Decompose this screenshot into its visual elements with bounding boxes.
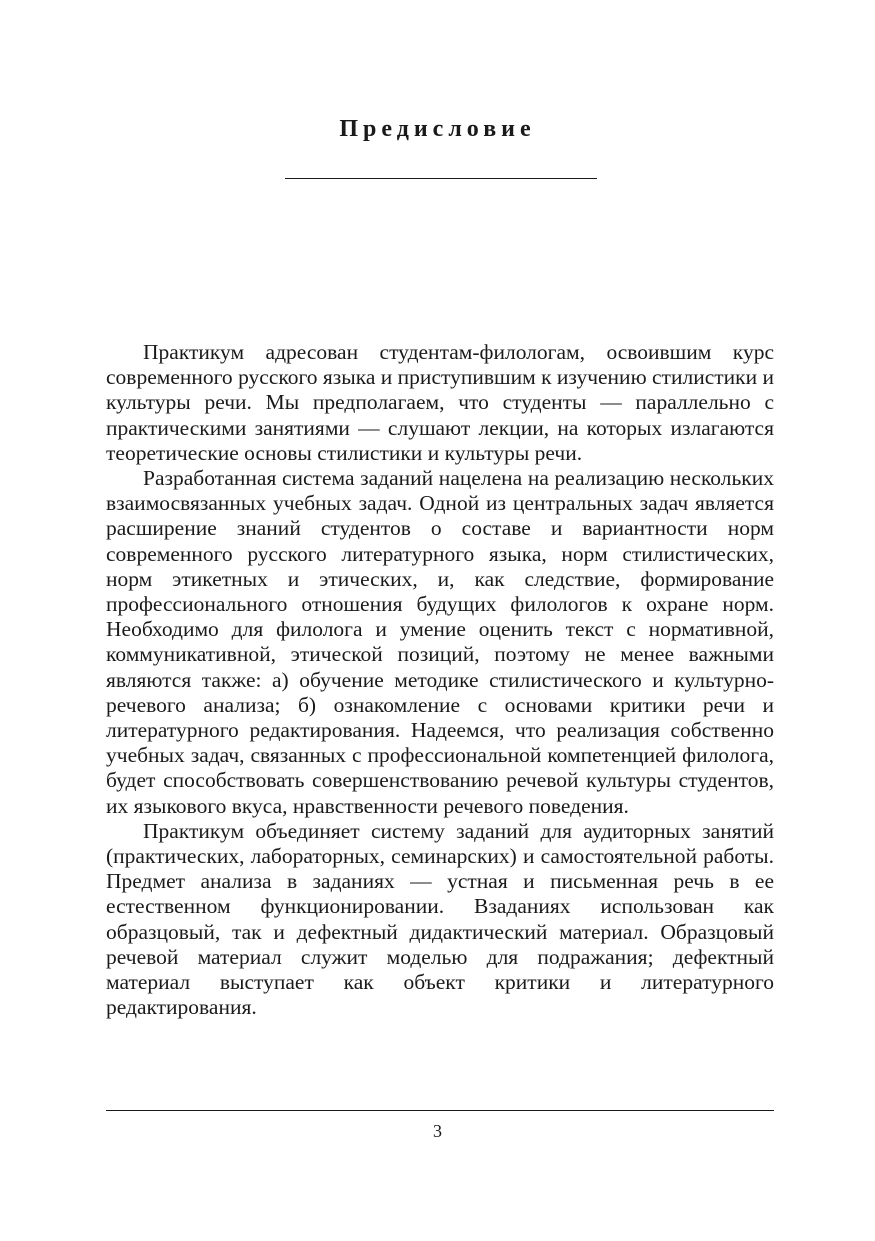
- preface-body: [106, 340, 774, 1020]
- paragraph-3: Практикум объединяет систему заданий для аудиторных занятий (практических, лабораторных, семинарских) и самостоятельной работы. Предмет анализа в заданиях — устная и письменная речь в ее естественном функционировании. Взаданиях использован как образцовый, так и дефектный дидактический материал. Образцовый речевой материал служит моделью для подражания; дефектный материал выступает как объект критики и литературного редактирования.: [106, 818, 774, 1020]
- paragraph-1: Практикум адресован студентам-филологам, освоившим курс современного русского языка и приступившим к изучению стилистики и культуры речи. Мы предполагаем, что студенты — параллельно с практическими занятиями — слушают лекции, на которых излагаются теоретические основы стилистики и культуры речи.: [106, 340, 774, 465]
- footer-divider: [106, 1110, 774, 1111]
- page-title: Предисловие: [339, 116, 536, 142]
- title-divider: [285, 178, 597, 179]
- page-number: 3: [433, 1121, 442, 1141]
- paragraph-2: Разработанная система заданий нацелена на реализацию нескольких взаимосвязанных учебных задач. Одной из центральных задач является расширение знаний студентов о составе и вариантности норм современного русского литературного языка, норм стилистических, норм этикетных и этических, и, как следствие, формирование профессионального отношения будущих филологов к охране норм. Необходимо для филолога и умение оценить текст с нормативной, коммуникативной, этической позиций, поэтому не менее важными являются также: а) обучение методике стилистического и культурно-речевого анализа; б) ознакомление с основами критики речи и литературного редактирования. Надеемся, что реализация собственно учебных задач, связанных с профессиональной компетенцией филолога, будет способствовать совершенствованию речевой культуры студентов, их языкового вкуса, нравственности речевого поведения.: [106, 466, 774, 818]
